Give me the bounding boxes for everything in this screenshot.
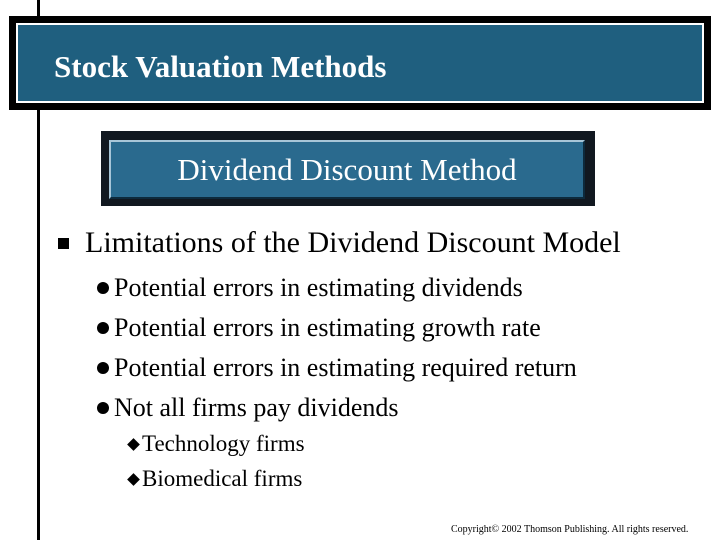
main-bullet-text: Limitations of the Dividend Discount Model (85, 226, 621, 259)
slide-title: Stock Valuation Methods (54, 49, 387, 84)
sub-bullet-text: Not all firms pay dividends (114, 393, 399, 422)
slide-subtitle: Dividend Discount Method (177, 151, 517, 187)
main-bullet (58, 226, 621, 260)
copyright-notice: Copyright© 2002 Thomson Publishing. All rights reserved. (451, 524, 689, 535)
sub-sub-bullet (127, 431, 305, 457)
sub-bullet (97, 273, 523, 303)
sub-bullet-text: Potential errors in estimating dividends (114, 273, 523, 302)
sub-bullet (97, 353, 577, 383)
sub-sub-bullet-text: Biomedical firms (142, 466, 303, 491)
diamond-bullet-icon (127, 473, 139, 485)
sub-sub-bullet (127, 466, 302, 492)
sub-bullet-text: Potential errors in estimating required return (114, 353, 577, 382)
round-bullet-icon (97, 282, 109, 294)
sub-bullet (97, 393, 399, 423)
round-bullet-icon (97, 402, 109, 414)
sub-bullet-text: Potential errors in estimating growth rate (114, 313, 541, 342)
round-bullet-icon (97, 362, 109, 374)
square-bullet-icon (58, 238, 69, 249)
subtitle-banner (109, 140, 585, 199)
title-banner (16, 23, 704, 103)
sub-sub-bullet-text: Technology firms (142, 431, 305, 456)
sub-bullet (97, 313, 541, 343)
round-bullet-icon (97, 322, 109, 334)
diamond-bullet-icon (127, 438, 139, 450)
